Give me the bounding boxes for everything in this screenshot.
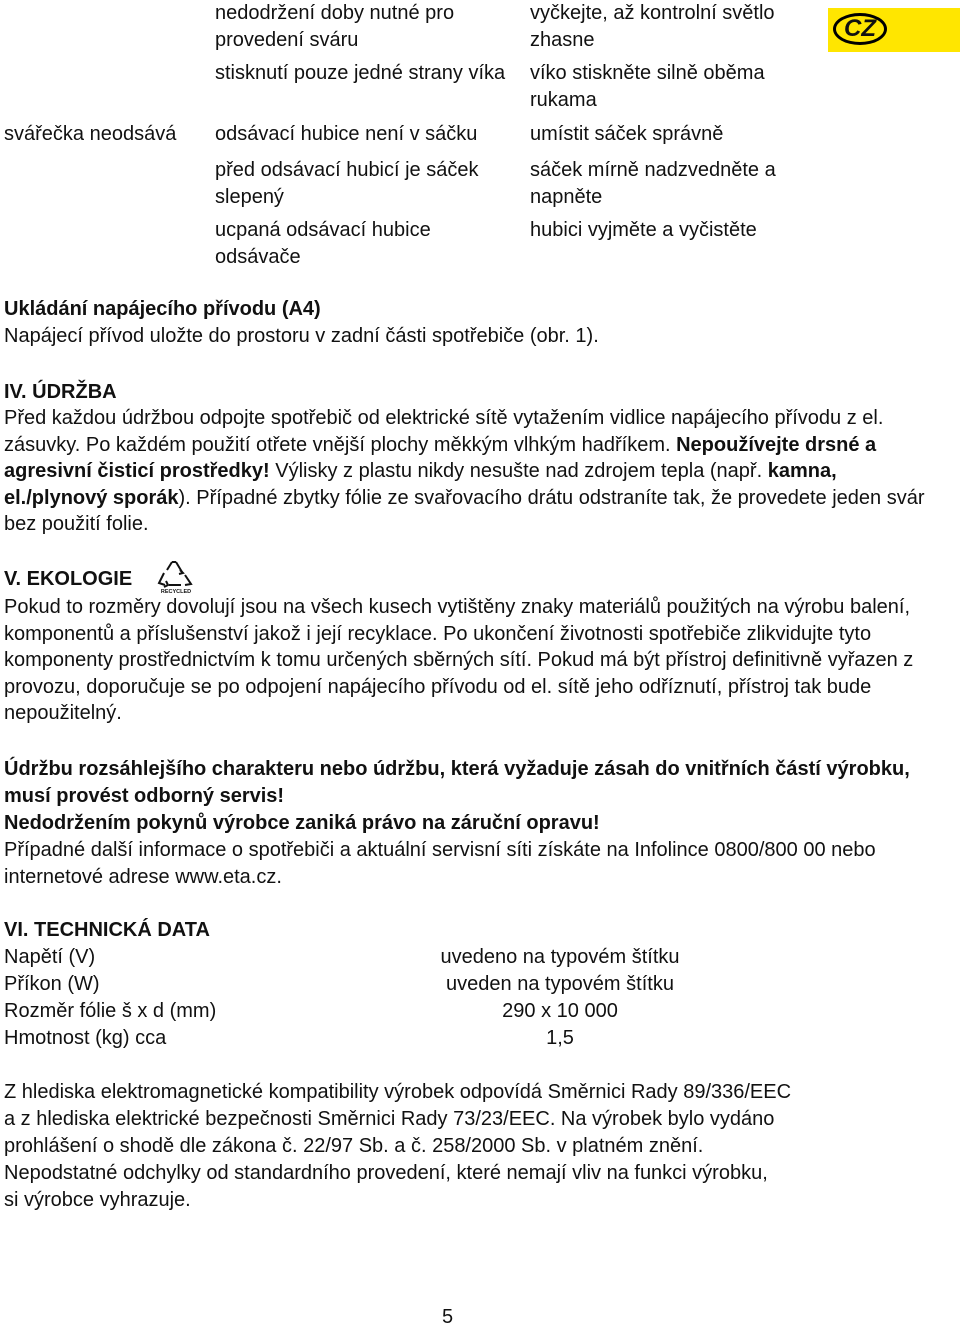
ecology-heading: V. EKOLOGIE — [4, 568, 133, 590]
service-warning: Údržbu rozsáhlejšího charakteru nebo údržbu, která vyžaduje zásah do vnitřních částí výrobku, musí provést odborný servis! — [4, 758, 910, 807]
service-info: Případné další informace o spotřebiči a aktuální servisní síti získáte na Infolince 0800/800 00 nebo internetové adrese www.eta.cz. — [4, 839, 876, 888]
table-cause: ucpaná odsávací hubice odsávače — [215, 219, 431, 268]
storage-heading: Ukládání napájecího přívodu (A4) — [4, 298, 321, 320]
tech-heading: VI. TECHNICKÁ DATA — [4, 919, 210, 941]
tech-label: Napětí (V) — [4, 946, 96, 968]
language-badge — [828, 8, 960, 52]
table-remedy: hubici vyjměte a vyčistěte — [530, 219, 757, 241]
maintenance-text-5: ). Případné zbytky fólie ze svařovacího drátu odstraníte tak, že provedete jeden svár bez použití folie. — [4, 486, 925, 535]
warranty-warning: Nedodržením pokynů výrobce zaniká právo na záruční opravu! — [4, 812, 600, 834]
maintenance-text-3: Výlisky z plastu nikdy nesušte nad zdrojem tepla (např. — [269, 460, 768, 482]
storage-text: Napájecí přívod uložte do prostoru v zadní části spotřebiče (obr. 1). — [4, 325, 599, 347]
tech-value: uvedeno na typovém štítku — [440, 946, 680, 968]
tech-label: Příkon (W) — [4, 973, 100, 995]
compliance-line: si výrobce vyhrazuje. — [4, 1189, 191, 1211]
tech-value: uveden na typovém štítku — [446, 973, 674, 995]
page-number: 5 — [441, 1306, 454, 1328]
maintenance-heading: IV. ÚDRŽBA — [4, 381, 117, 403]
recycle-icon — [155, 558, 197, 594]
compliance-line: Z hlediska elektromagnetické kompatibility výrobek odpovídá Směrnici Rady 89/336/EEC — [4, 1081, 792, 1103]
table-cause: před odsávací hubicí je sáček slepený — [215, 159, 479, 208]
table-cause: nedodržení doby nutné pro provedení sváru — [215, 2, 455, 51]
table-remedy: víko stiskněte silně oběma rukama — [530, 62, 765, 111]
tech-label: Hmotnost (kg) cca — [4, 1027, 167, 1049]
compliance-line: a z hlediska elektrické bezpečnosti Směrnici Rady 73/23/EEC. Na výrobek bylo vydáno — [4, 1108, 775, 1130]
table-problem: svářečka neodsává — [4, 123, 177, 145]
tech-value: 290 x 10 000 — [502, 1000, 618, 1022]
table-cause: stisknutí pouze jedné strany víka — [215, 62, 506, 84]
maintenance-warning: Nepoužívejte drsné a agresivní čisticí prostředky! — [4, 433, 877, 482]
tech-label: Rozměr fólie š x d (mm) — [4, 1000, 217, 1022]
recycle-label: RECYCLED — [160, 589, 192, 594]
maintenance-heat-sources: kamna, el./plynový sporák — [4, 460, 837, 509]
table-remedy: vyčkejte, až kontrolní světlo zhasne — [530, 2, 775, 51]
compliance-line: prohlášení o shodě dle zákona č. 22/97 Sb. a č. 258/2000 Sb. v platném znění. — [4, 1135, 704, 1157]
table-cause: odsávací hubice není v sáčku — [215, 123, 478, 145]
maintenance-text — [4, 405, 944, 538]
language-badge-label: CZ — [833, 13, 887, 45]
table-remedy: umístit sáček správně — [530, 123, 724, 145]
ecology-text: Pokud to rozměry dovolují jsou na všech kusech vytištěny znaky materiálů použitých na výrobu balení, komponentů a příslušenství jakož i její recyklace. Po ukončení životnosti spotřebiče zlikvidujte tyto komponenty prostřednictvím k tomu určených sběrných sítí. Pokud má být přístroj definitivně vyřazen z provozu, doporučuje se po odpojení napájecího přívodu od el. sítě jeho odříznutí, přístroj tak bude nepoužitelný. — [4, 596, 914, 724]
table-remedy: sáček mírně nadzvedněte a napněte — [530, 159, 776, 208]
compliance-line: Nepodstatné odchylky od standardního provedení, které nemají vliv na funkci výrobku, — [4, 1162, 768, 1184]
maintenance-text-1: Před každou údržbou odpojte spotřebič od elektrické sítě vytažením vidlice napájecího přívodu z el. zásuvky. Po každém použití otřete vnější plochy měkkým vlhkým hadříkem. — [4, 407, 884, 456]
tech-value: 1,5 — [546, 1027, 574, 1049]
